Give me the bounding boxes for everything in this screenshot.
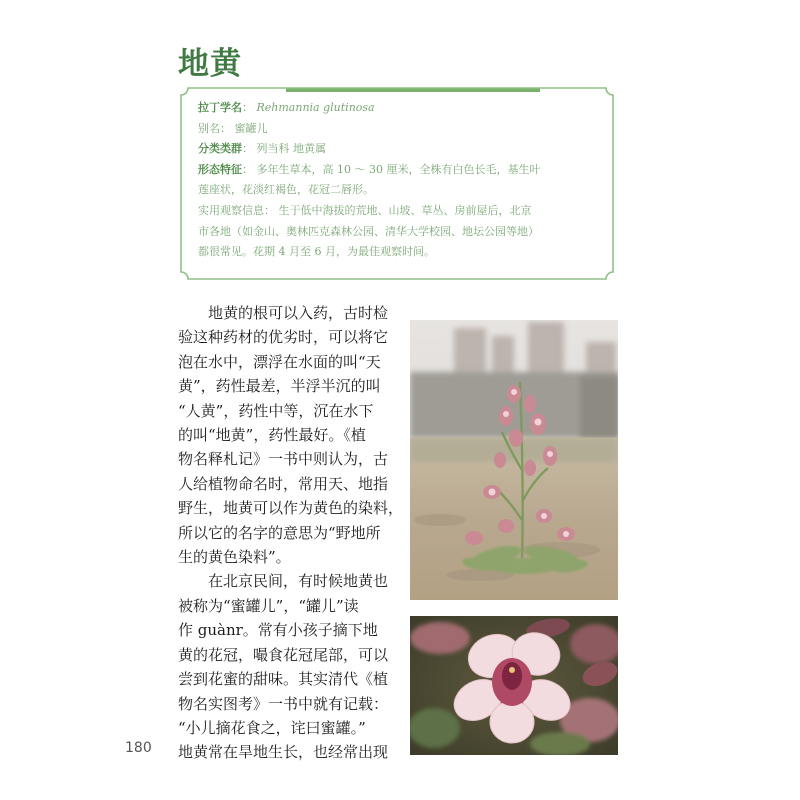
observation-line-2 xyxy=(198,222,614,243)
body-line: 黄的花冠，嘬食花冠尾部，可以 xyxy=(178,645,389,664)
classification-value: 列当科 地黄属 xyxy=(256,142,326,156)
latin-name: Rehmannia glutinosa xyxy=(256,101,375,114)
rehmannia-plant-photo xyxy=(410,320,618,600)
alias-value: 蜜罐儿 xyxy=(234,121,268,135)
body-line: 物名释札记》一书中则认为，古 xyxy=(178,450,389,469)
body-text xyxy=(178,301,404,765)
body-line: 在北京民间，有时候地黄也 xyxy=(178,572,389,591)
body-line: 人给植物命名时，常用天、地指 xyxy=(178,474,389,493)
classification-line: 分类类群： 列当科 地黄属 xyxy=(198,142,326,156)
body-line: 地黄常在旱地生长，也经常出现 xyxy=(178,743,389,762)
body-line: 泡在水中，漂浮在水面的叫“天 xyxy=(178,352,381,371)
alias-line: 别名： 蜜罐儿 xyxy=(198,121,268,135)
body-line: 验这种药材的优劣时，可以将它 xyxy=(178,328,389,347)
morphology-label: 形态特征 xyxy=(198,162,242,176)
page-title: 地黄 xyxy=(178,46,242,82)
observation-text-2: 市各地（如金山、奥林匹克森林公园、清华大学校园、地坛公园等地） xyxy=(198,224,539,238)
body-line: 物名实图考》一书中就有记载： xyxy=(178,694,389,713)
body-line: 生的黄色染料”。 xyxy=(178,548,291,567)
body-line: 野生，地黄可以作为黄色的染料， xyxy=(178,499,404,518)
alias-label: 别名 xyxy=(198,121,220,135)
observation-label: 实用观察信息 xyxy=(198,203,264,217)
body-line: “小儿摘花食之，诧曰蜜罐。” xyxy=(178,718,366,737)
morphology-text-2: 莲座状，花淡红褐色，花冠二唇形。 xyxy=(198,183,374,197)
observation-line-1: 实用观察信息： 生于低中海拔的荒地、山坡、草丛、房前屋后，北京 xyxy=(198,203,532,217)
observation-text-1: 生于低中海拔的荒地、山坡、草丛、房前屋后，北京 xyxy=(278,203,532,217)
body-line: 地黄的根可以入药，古时检 xyxy=(178,304,389,322)
rehmannia-flower-closeup-photo xyxy=(410,616,618,755)
observation-line-3 xyxy=(198,242,614,263)
body-line: 黄”，药性最差，半浮半沉的叫 xyxy=(178,377,381,396)
body-line: 被称为“蜜罐儿”，“罐儿”读 xyxy=(178,596,359,615)
observation-text-3: 都很常见。花期 4 月至 6 月，为最佳观察时间。 xyxy=(198,245,435,259)
body-line: “人黄”，药性中等，沉在水下 xyxy=(178,401,374,420)
classification-label: 分类类群 xyxy=(198,142,242,156)
info-box xyxy=(180,87,614,280)
page-number: 180 xyxy=(125,740,152,756)
body-line: 的叫“地黄”，药性最好。《植 xyxy=(178,426,366,445)
morphology-line-1: 形态特征： 多年生草本，高 10 ～ 30 厘米，全株有白色长毛，基生叶 xyxy=(198,162,541,176)
body-line: 所以它的名字的意思为“野地所 xyxy=(178,523,381,542)
body-line: 作 guànr。常有小孩子摘下地 xyxy=(178,621,378,640)
latin-name-line: 拉丁学名： Rehmannia glutinosa xyxy=(198,101,375,114)
morphology-text-1: 多年生草本，高 10 ～ 30 厘米，全株有白色长毛，基生叶 xyxy=(256,162,541,176)
body-line: 尝到花蜜的甜味。其实清代《植 xyxy=(178,670,389,689)
latin-name-label: 拉丁学名 xyxy=(198,101,242,114)
morphology-line-2 xyxy=(198,180,614,201)
